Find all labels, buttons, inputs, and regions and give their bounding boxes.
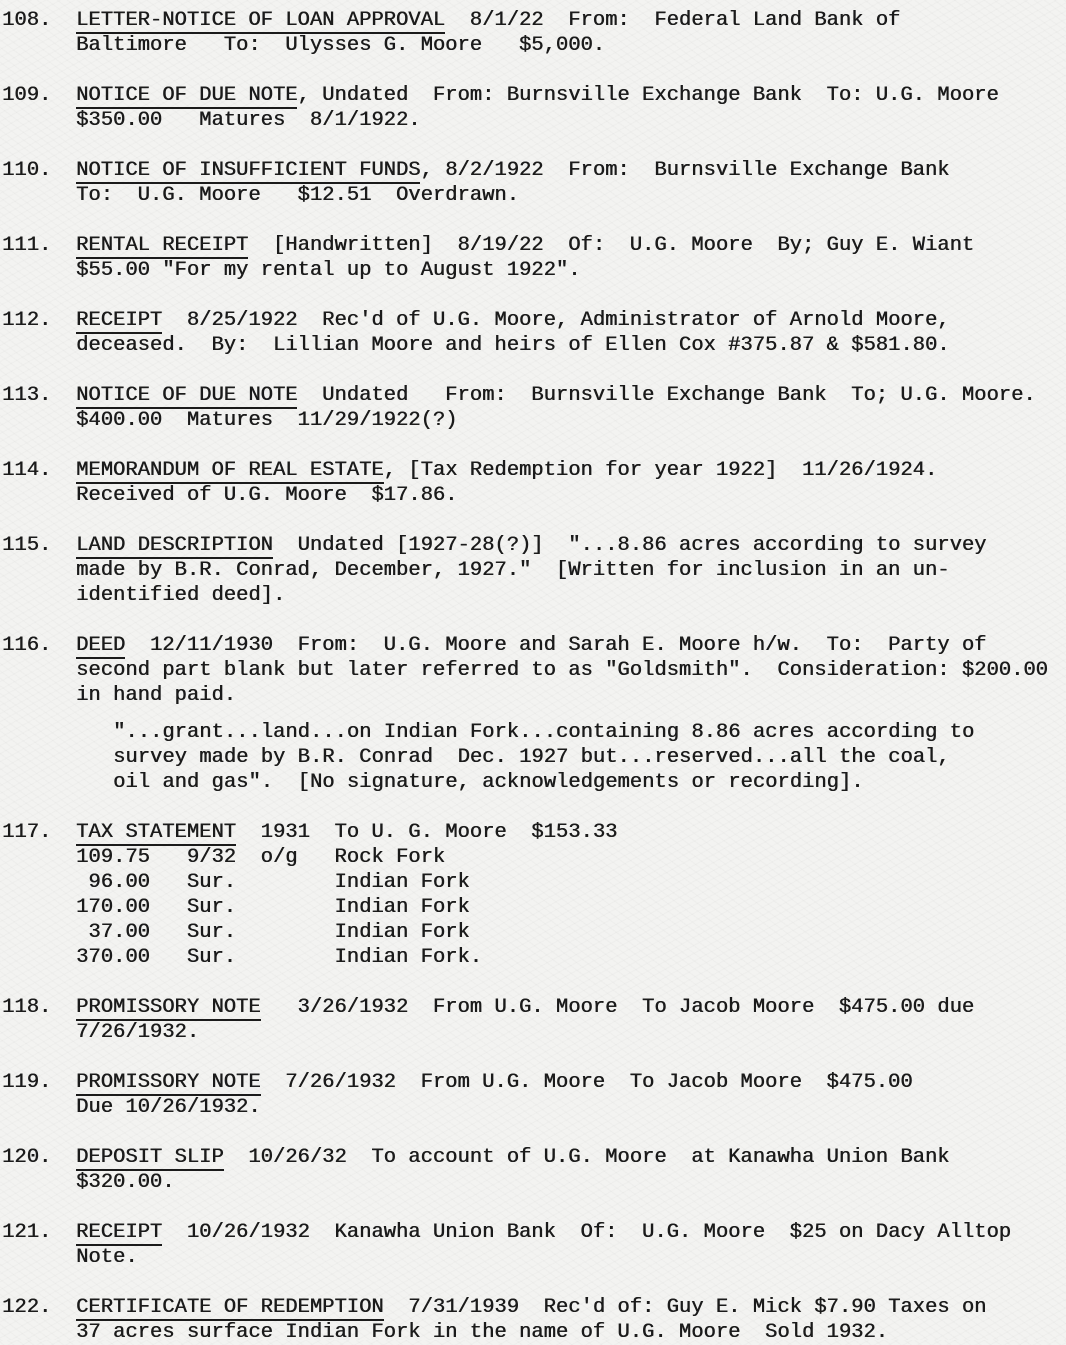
entry-title-rest: 8/25/1922 Rec'd of U.G. Moore, Administrator of Arnold Moore, [162,309,950,332]
entry-content [76,308,1066,358]
entry-number: 109. [2,84,52,107]
entry-title: TAX STATEMENT [76,821,236,844]
entry-title-rest: Undated [1927-28(?)] "...8.86 acres according to survey [272,534,987,557]
entry-first-line [76,533,1066,558]
entry-title-rest: [Handwritten] 8/19/22 Of: U.G. Moore By; Guy E. Wiant [248,234,975,257]
entry-title: LETTER-NOTICE OF LOAN APPROVAL [76,9,446,32]
entry-number: 111. [2,234,52,257]
entry-first-line [76,995,1066,1020]
entry-first-line [76,1145,1066,1170]
entry-line: identified deed]. [76,584,286,607]
entry-title-rest: 12/11/1930 From: U.G. Moore and Sarah E. Moore h/w. To: Party of [125,634,987,657]
entry-content [76,233,1066,283]
entry-115 [2,533,1066,608]
entry-first-line [76,458,1066,483]
entry-title: MEMORANDUM OF REAL ESTATE [76,459,384,482]
entry-quote-line: survey made by B.R. Conrad Dec. 1927 but...reserved...all the coal, [113,746,950,769]
entry-number: 118. [2,996,52,1019]
entry-content [76,1220,1066,1270]
entry-title-rest: 3/26/1932 From U.G. Moore To Jacob Moore $475.00 due [260,996,975,1019]
entry-title-rest: 10/26/32 To account of U.G. Moore at Kanawha Union Bank [223,1146,950,1169]
entry-120 [2,1145,1066,1195]
entry-line: $400.00 Matures 11/29/1922(?) [76,409,458,432]
entry-116 [2,633,1066,795]
entry-content [76,1295,1066,1345]
entry-113 [2,383,1066,433]
entry-108 [2,8,1066,58]
entry-line: in hand paid. [76,684,236,707]
entry-number: 110. [2,159,52,182]
entry-first-line [76,820,1066,845]
entry-number: 115. [2,534,52,557]
entry-content [76,458,1066,508]
entry-title: LAND DESCRIPTION [76,534,273,557]
entry-number: 119. [2,1071,52,1094]
entry-111 [2,233,1066,283]
entry-content [76,533,1066,608]
entry-117 [2,820,1066,970]
entry-content [76,8,1066,58]
entry-title: RENTAL RECEIPT [76,234,249,257]
entry-title-rest: 10/26/1932 Kanawha Union Bank Of: U.G. Moore $25 on Dacy Alltop [162,1221,1011,1244]
entry-number: 108. [2,9,52,32]
entry-number: 116. [2,634,52,657]
entry-title-rest: 7/26/1932 From U.G. Moore To Jacob Moore $475.00 [260,1071,913,1094]
entry-number: 113. [2,384,52,407]
entry-line: 96.00 Sur. Indian Fork [76,871,470,894]
entry-line: $55.00 "For my rental up to August 1922". [76,259,581,282]
document-entries [2,8,1066,1345]
entry-number: 114. [2,459,52,482]
entry-title-rest: , [Tax Redemption for year 1922] 11/26/1924. [383,459,938,482]
entry-title: RECEIPT [76,309,163,332]
entry-content [76,1145,1066,1195]
entry-title: RECEIPT [76,1221,163,1244]
entry-line: Received of U.G. Moore $17.86. [76,484,458,507]
entry-line: 109.75 9/32 o/g Rock Fork [76,846,446,869]
entry-122 [2,1295,1066,1345]
entry-title: NOTICE OF DUE NOTE [76,384,298,407]
entry-title: NOTICE OF DUE NOTE [76,84,298,107]
entry-line: 170.00 Sur. Indian Fork [76,896,470,919]
entry-title-rest: 8/1/22 From: Federal Land Bank of [445,9,901,32]
entry-content [76,995,1066,1045]
entry-line: 370.00 Sur. Indian Fork. [76,946,482,969]
entry-first-line [76,633,1066,658]
entry-first-line [76,308,1066,333]
entry-content [76,83,1066,133]
entry-line: Baltimore To: Ulysses G. Moore $5,000. [76,34,605,57]
entry-109 [2,83,1066,133]
entry-118 [2,995,1066,1045]
entry-first-line [76,83,1066,108]
entry-line: deceased. By: Lillian Moore and heirs of Ellen Cox #375.87 & $581.80. [76,334,950,357]
entry-first-line [76,233,1066,258]
entry-first-line [76,1220,1066,1245]
entry-114 [2,458,1066,508]
entry-quote-line: oil and gas". [No signature, acknowledgements or recording]. [113,771,864,794]
entry-content [76,158,1066,208]
entry-content [76,383,1066,433]
entry-title: NOTICE OF INSUFFICIENT FUNDS [76,159,421,182]
entry-title: PROMISSORY NOTE [76,1071,261,1094]
entry-line: 37.00 Sur. Indian Fork [76,921,470,944]
entry-number: 122. [2,1296,52,1319]
entry-line: To: U.G. Moore $12.51 Overdrawn. [76,184,519,207]
entry-title-rest: 1931 To U. G. Moore $153.33 [235,821,618,844]
entry-content [76,1070,1066,1120]
entry-first-line [76,1295,1066,1320]
entry-first-line [76,383,1066,408]
entry-line: made by B.R. Conrad, December, 1927." [Written for inclusion in an un- [76,559,950,582]
entry-number: 117. [2,821,52,844]
entry-line: second part blank but later referred to as "Goldsmith". Consideration: $200.00 [76,659,1048,682]
entry-121 [2,1220,1066,1270]
entry-line: Due 10/26/1932. [76,1096,261,1119]
entry-line: 37 acres surface Indian Fork in the name of U.G. Moore Sold 1932. [76,1321,888,1344]
entry-title-rest: , 8/2/1922 From: Burnsville Exchange Bank [420,159,950,182]
entry-first-line [76,1070,1066,1095]
entry-line: $320.00. [76,1171,175,1194]
entry-number: 121. [2,1221,52,1244]
entry-number: 120. [2,1146,52,1169]
entry-112 [2,308,1066,358]
entry-title: DEPOSIT SLIP [76,1146,224,1169]
entry-quote-line: "...grant...land...on Indian Fork...containing 8.86 acres according to [113,721,975,744]
entry-content [76,633,1066,795]
entry-number: 112. [2,309,52,332]
entry-line: $350.00 Matures 8/1/1922. [76,109,421,132]
entry-title: CERTIFICATE OF REDEMPTION [76,1296,384,1319]
entry-quote-block [76,720,1066,795]
entry-110 [2,158,1066,208]
entry-title-rest: 7/31/1939 Rec'd of: Guy E. Mick $7.90 Taxes on [383,1296,987,1319]
entry-line: 7/26/1932. [76,1021,200,1044]
entry-content [76,820,1066,970]
entry-line: Note. [76,1246,138,1269]
entry-title-rest: , Undated From: Burnsville Exchange Bank To: U.G. Moore [297,84,999,107]
entry-first-line [76,8,1066,33]
entry-title: DEED [76,634,126,657]
entry-title-rest: Undated From: Burnsville Exchange Bank To; U.G. Moore. [297,384,1036,407]
entry-title: PROMISSORY NOTE [76,996,261,1019]
entry-first-line [76,158,1066,183]
entry-119 [2,1070,1066,1120]
